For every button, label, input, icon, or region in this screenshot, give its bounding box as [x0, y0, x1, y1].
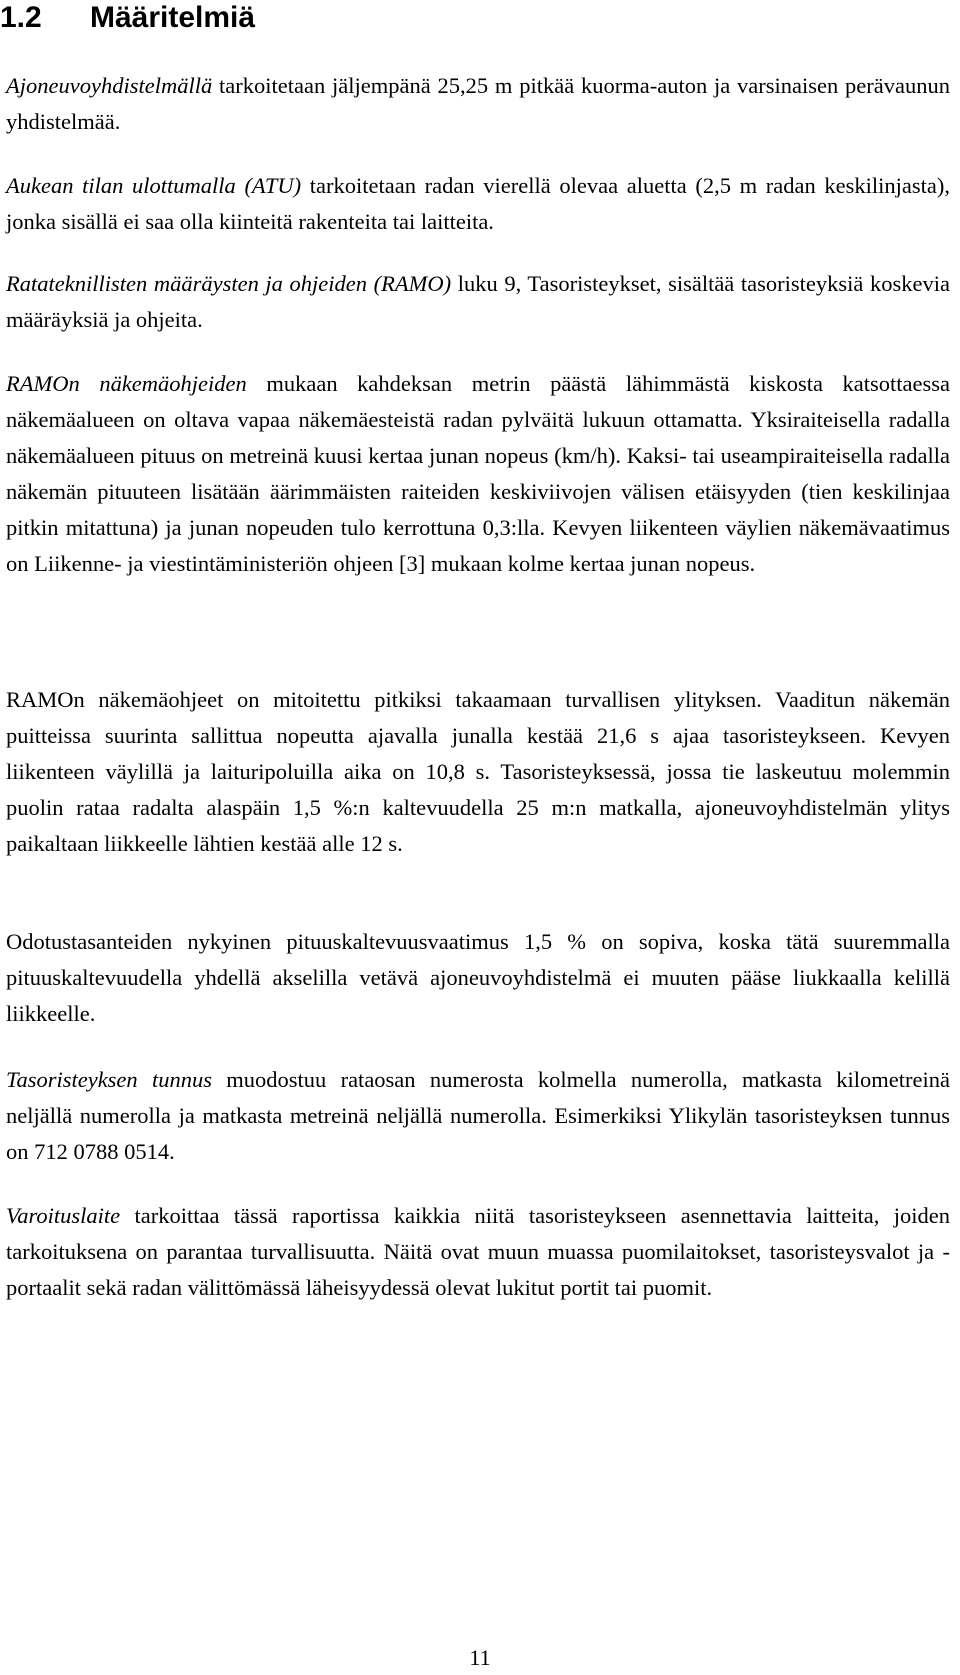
page-number: 11 [469, 1645, 491, 1670]
defined-term: Ajoneuvoyhdistelmällä [6, 73, 213, 98]
body-paragraph-5 [6, 682, 950, 862]
definition-paragraph-8 [6, 1198, 950, 1306]
definition-paragraph-1 [6, 68, 950, 140]
defined-term: Tasoristeyksen tunnus [6, 1067, 212, 1092]
section-heading [0, 0, 255, 36]
section-title: Määritelmiä [90, 1, 256, 34]
defined-term: RAMOn näkemäohjeiden [6, 371, 247, 396]
section-number: 1.2 [0, 1, 42, 34]
paragraph-text: tarkoitetaan jäljempänä 25,25 m pitkää kuorma-auton ja varsinaisen perävaunun yhdistelmää. [6, 73, 950, 134]
definition-paragraph-7 [6, 1062, 950, 1170]
paragraph-text: tarkoitetaan radan vierellä olevaa aluetta (2,5 m radan keskilinjasta), jonka sisällä ei saa olla kiinteitä rakenteita tai laitteita. [6, 173, 950, 234]
definition-paragraph-4 [6, 366, 950, 582]
paragraph-text: tarkoittaa tässä raportissa kaikkia niitä tasoristeykseen asennettavia laitteita, joiden tarkoituksena on parantaa turvallisuutta. Näitä ovat muun muassa puomilaitokset, tasoristeysvalot ja -portaalit sekä radan välittömässä läheisyydessä olevat lukitut portit tai puomit. [6, 1203, 950, 1300]
definition-paragraph-3 [6, 266, 950, 338]
body-paragraph-6 [6, 924, 950, 1032]
paragraph-text: muodostuu rataosan numerosta kolmella numerolla, matkasta kilometreinä neljällä numerolla ja matkasta metreinä neljällä numerolla. Esimerkiksi Ylikylän tasoristeyksen tunnus on 712 0788 0514. [6, 1067, 950, 1164]
paragraph-text: RAMOn näkemäohjeet on mitoitettu pitkiksi takaamaan turvallisen ylityksen. Vaaditun näkemän puitteissa suurinta sallittua nopeutta ajavalla junalla kestää 21,6 s ajaa tasoristeykseen. Kevyen liikenteen väylillä ja laituripoluilla aika on 10,8 s. Tasoristeyksessä, jossa tie laskeutuu molemmin puolin rataa radalta alaspäin 1,5 %:n kaltevuudella 25 m:n matkalla, ajoneuvoyhdistelmän ylitys paikaltaan liikkeelle lähtien kestää alle 12 s. [6, 687, 950, 856]
defined-term: Varoituslaite [6, 1203, 121, 1228]
defined-term: Ratateknillisten määräysten ja ohjeiden (RAMO) [6, 271, 452, 296]
paragraph-text: mukaan kahdeksan metrin päästä lähimmästä kiskosta katsottaessa näkemäalueen on oltava vapaa näkemäesteistä radan pylväitä lukuun ottamatta. Yksiraiteisella radalla näkemäalueen pituus on metreinä kuusi kertaa junan nopeus (km/h). Kaksi- tai useampiraiteisella radalla näkemän pituuteen lisätään äärimmäisten raiteiden keskiviivojen välisen etäisyyden (tien keskilinjaa pitkin mitattuna) ja junan nopeuden tulo kerrottuna 0,3:lla. Kevyen liikenteen väylien näkemävaatimus on Liikenne- ja viestintäministeriön ohjeen [3] mukaan kolme kertaa junan nopeus. [6, 371, 950, 576]
defined-term: Aukean tilan ulottumalla (ATU) [6, 173, 302, 198]
definition-paragraph-2 [6, 168, 950, 240]
paragraph-text: Odotustasanteiden nykyinen pituuskaltevuusvaatimus 1,5 % on sopiva, koska tätä suuremmalla pituuskaltevuudella yhdellä akselilla vetävä ajoneuvoyhdistelmä ei muuten pääse liukkaalla kelillä liikkeelle. [6, 929, 950, 1026]
paragraph-text: luku 9, Tasoristeykset, sisältää tasoristeyksiä koskevia määräyksiä ja ohjeita. [6, 271, 950, 332]
